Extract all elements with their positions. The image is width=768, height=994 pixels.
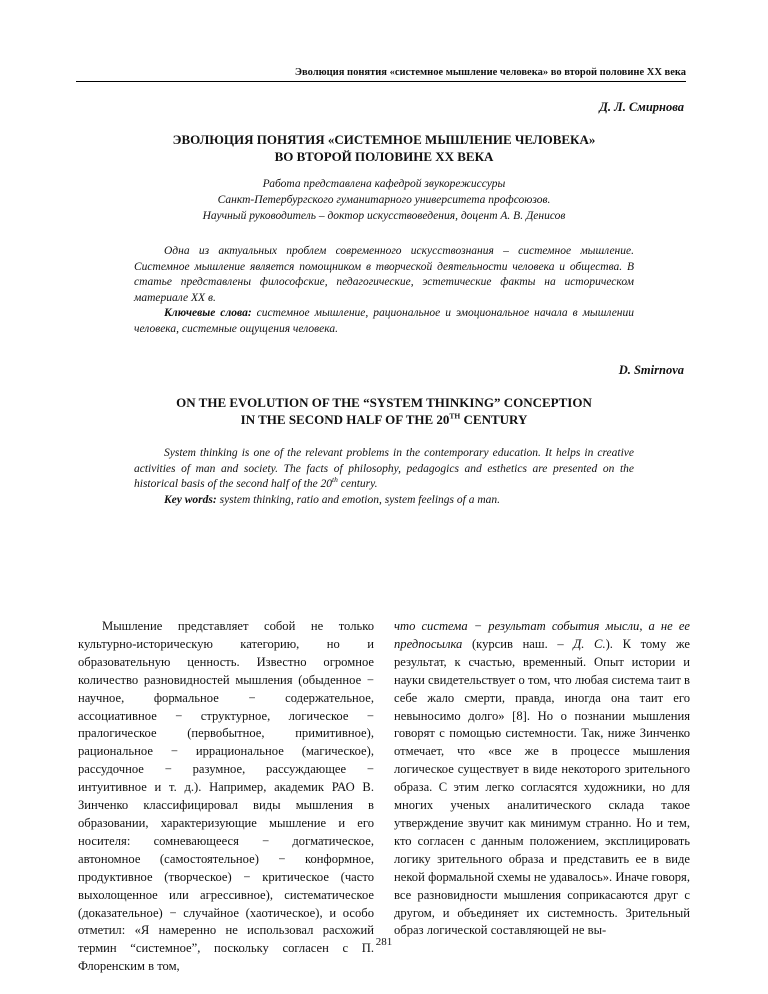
abstract-ru-text: Одна из актуальных проблем современного искусствознания – системное мышление. Системное мышление является помощником в творческой деятельности человека и общества. В статье представлены философские, педагогические, эстетические факты на историческом материале XX в. xyxy=(134,245,634,304)
affiliation-line1: Работа представлена кафедрой звукорежиссуры xyxy=(262,178,506,190)
right-column xyxy=(394,618,690,976)
author-ru: Д. Л. Смирнова xyxy=(599,100,684,114)
page-number: 281 xyxy=(375,936,393,948)
right-column-paragraph xyxy=(394,618,690,940)
right-column-text: ). К тому же результат, к счастью, временный. Опыт истории и науки свидетельствует о том, что любая система таит в себе жало смерти, правда, иногда она таит его невыносимо долго» [8]. Но о познании мышления говорят с помощью системности. Так, ниже Зинченко отмечает, что «все же в процессе мышления логическое существует в виде некоторого зрительного образа. С этим легко согласятся художники, но для многих ученых аналитического склада такое утверждение звучит как минимум странно. Но и тем, кто согласен с данным положением, эксплицировать логику зрительного образа и представить ее в виде некой формальной схемы не удавалось». Иначе говоря, все разновидности мышления соприкасаются друг с другом, и объединяет их системность. Зрительный образ логической составляющей не вы- xyxy=(394,636,690,938)
citation-initials: Д. С. xyxy=(573,636,606,651)
affiliation xyxy=(120,176,648,224)
body-columns xyxy=(78,618,690,976)
title-en-line2 xyxy=(100,411,668,428)
title-en-line2-end: CENTURY xyxy=(460,412,528,427)
left-column xyxy=(78,618,374,976)
keywords-ru xyxy=(134,306,634,337)
author-en: D. Smirnova xyxy=(618,363,684,377)
keywords-en-label: Key words: xyxy=(164,493,217,506)
title-en-line2-text: IN THE SECOND HALF OF THE 20 xyxy=(240,412,450,427)
title-en-sup: TH xyxy=(449,411,461,421)
keywords-en-text: system thinking, ratio and emotion, system feelings of a man. xyxy=(216,493,501,506)
title-en-line1: ON THE EVOLUTION OF THE “SYSTEM THINKING” CONCEPTION xyxy=(176,395,592,410)
title-ru-line2: ВО ВТОРОЙ ПОЛОВИНЕ XX ВЕКА xyxy=(274,149,494,164)
quote-italic: что система − результат события мысли, а не ее предпосылка xyxy=(394,619,690,651)
title-ru xyxy=(100,131,668,165)
abstract-en-main: System thinking is one of the relevant problems in the contemporary education. It helps in creative activities of man and society. The facts of philosophy, pedagogics and esthetics are presented on the historical basis of the second half of the 20 xyxy=(134,447,634,490)
keywords-ru-label: Ключевые слова: xyxy=(164,307,252,319)
keywords-en xyxy=(134,493,634,509)
abstract-en-end: century. xyxy=(337,478,378,490)
affiliation-line2: Санкт-Петербургского гуманитарного университета профсоюзов. xyxy=(217,194,551,206)
keywords-ru-text: системное мышление, рациональное и эмоциональное начала в мышлении человека, системные ощущения человека. xyxy=(134,307,634,335)
title-en xyxy=(100,394,668,428)
citation-pre: (курсив наш. – xyxy=(462,636,574,651)
affiliation-line3: Научный руководитель – доктор искусствоведения, доцент А. В. Денисов xyxy=(202,210,566,222)
title-ru-line1: ЭВОЛЮЦИЯ ПОНЯТИЯ «СИСТЕМНОЕ МЫШЛЕНИЕ ЧЕЛОВЕКА» xyxy=(172,132,596,147)
abstract-en-sup: th xyxy=(332,475,338,485)
running-head: Эволюция понятия «системное мышление человека» во второй половине XX века xyxy=(76,67,686,82)
abstract-ru xyxy=(134,244,634,337)
left-column-paragraph: Мышление представляет собой не только культурно-историческую категорию, но и образовательную ценность. Известно огромное количество разновидностей мышления (обыденное − научное, формальное − содержательное, ассоциативное − структурное, логическое − пралогическое (первобытное, примитивное), рациональное − иррациональное (магическое), рассудочное − разумное, рассуждающее − интуитивное и т. д.). Например, академик РАО В. Зинченко классифицировал виды мышления в образовании, характеризующие мышление и его носителя: сомневающееся − догматическое, автономное (самостоятельное) − конформное, продуктивное (творческое) − критическое (часто выхолощенное или агрессивное), систематическое (доказательное) − случайное (хаотическое), и особо отметил: «Я намеренно не использовал расхожий термин “системное”, поскольку согласен с П. Флоренским в том, xyxy=(78,619,374,974)
abstract-en xyxy=(134,446,634,508)
abstract-en-text xyxy=(134,446,634,493)
